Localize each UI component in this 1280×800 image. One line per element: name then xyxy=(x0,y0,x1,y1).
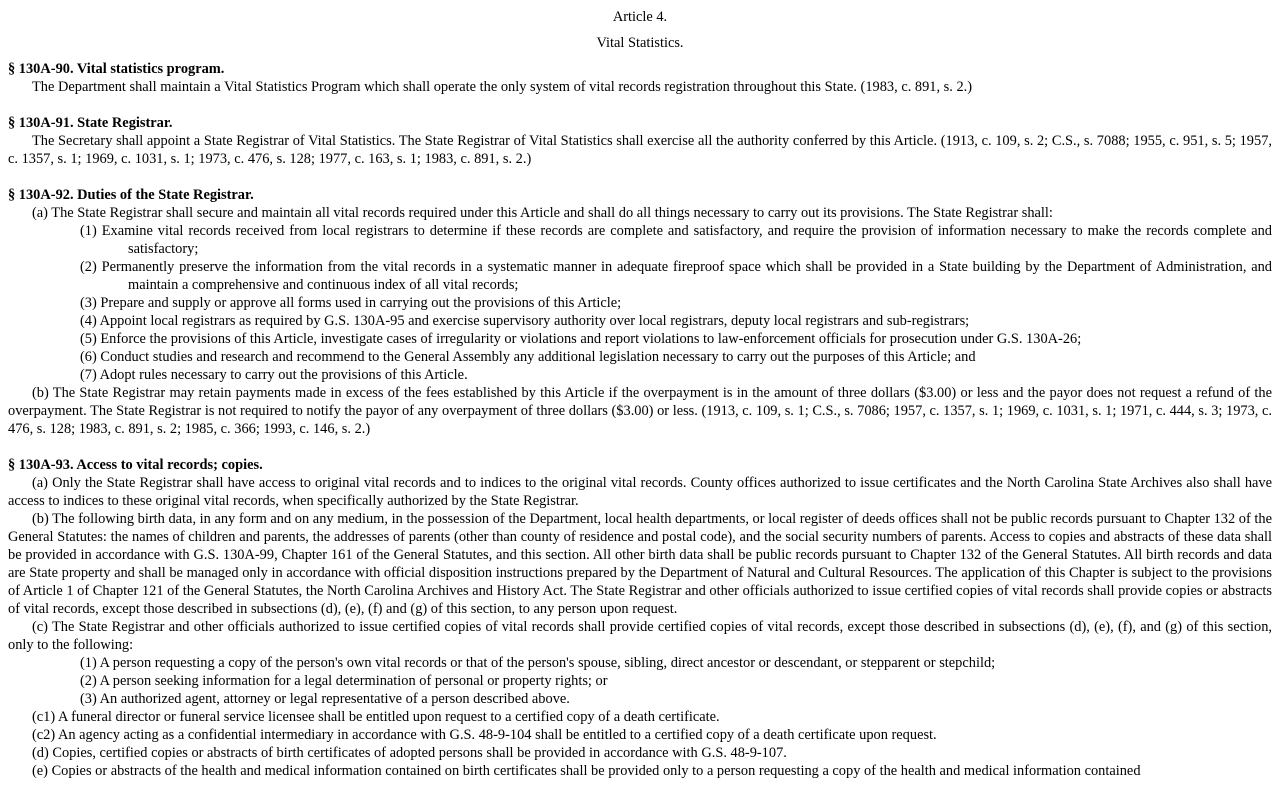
section-paragraph-b: (b) The State Registrar may retain payments made in excess of the fees established by this Article if the overpayment is in the amount of three dollars ($3.00) or less and the payor does not request a refund of the overpayment. The State Registrar is not required to notify the payor of any overpayment of three dollars ($3.00) or less. (1913, c. 109, s. 1; C.S., s. 7086; 1957, c. 1357, s. 1; 1969, c. 1031, s. 1; 1971, c. 444, s. 3; 1973, c. 476, s. 128; 1983, c. 891, s. 2; 1985, c. 366; 1993, c. 146, s. 2.) xyxy=(8,385,1272,437)
section-paragraph-a: (a) The State Registrar shall secure and maintain all vital records required under this Article and shall do all things necessary to carry out its provisions. The State Registrar shall: xyxy=(32,205,1053,221)
article-title: Vital Statistics. xyxy=(596,35,684,51)
list-item: (7) Adopt rules necessary to carry out the provisions of this Article. xyxy=(80,367,468,383)
section-paragraph-a: (a) Only the State Registrar shall have access to original vital records and to indices to the original vital records. County offices authorized to issue certificates and the North Carolina State Archives also shall have access to indices to these original vital records, when specifically authorized by the State Registrar. xyxy=(8,475,1272,509)
section-paragraph-d: (d) Copies, certified copies or abstracts of birth certificates of adopted persons shall be provided in accordance with G.S. 48-9-107. xyxy=(32,745,787,761)
section-130a-91 xyxy=(8,114,1272,168)
section-130a-92 xyxy=(8,186,1272,438)
section-heading: § 130A-90. Vital statistics program. xyxy=(8,61,225,77)
list-item: (3) Prepare and supply or approve all forms used in carrying out the provisions of this Article; xyxy=(80,295,622,311)
section-paragraph: The Secretary shall appoint a State Registrar of Vital Statistics. The State Registrar of Vital Statistics shall exercise all the authority conferred by this Article. (1913, c. 109, s. 2; C.S., s. 7088; 1955, c. 951, s. 5; 1957, c. 1357, s. 1; 1969, c. 1031, s. 1; 1973, c. 476, s. 128; 1977, c. 163, s. 1; 1983, c. 891, s. 2.) xyxy=(8,133,1272,167)
section-130a-90 xyxy=(8,60,1272,96)
section-heading: § 130A-91. State Registrar. xyxy=(8,115,173,131)
article-number: Article 4. xyxy=(612,9,668,25)
list-item: (1) A person requesting a copy of the person's own vital records or that of the person's spouse, sibling, direct ancestor or descendant, or stepparent or stepchild; xyxy=(80,655,996,671)
section-paragraph-c: (c) The State Registrar and other officials authorized to issue certified copies of vital records shall provide certified copies of vital records, except those described in subsections (d), (e), (f), and (g) of this section, only to the following: xyxy=(8,619,1272,653)
section-paragraph-e: (e) Copies or abstracts of the health and medical information contained on birth certificates shall be provided only to a person requesting a copy of the health and medical information contained xyxy=(32,763,1141,779)
section-paragraph-c1: (c1) A funeral director or funeral service licensee shall be entitled upon request to a certified copy of a death certificate. xyxy=(32,709,720,725)
list-item: (2) Permanently preserve the information from the vital records in a systematic manner in adequate fireproof space which shall be provided in a State building by the Department of Administration, and maintain a comprehensive and continuous index of all vital records; xyxy=(80,259,1272,293)
list-item: (5) Enforce the provisions of this Article, investigate cases of irregularity or violations and report violations to law-enforcement officials for prosecution under G.S. 130A-26; xyxy=(80,331,1082,347)
list-item: (6) Conduct studies and research and recommend to the General Assembly any additional legislation necessary to carry out the purposes of this Article; and xyxy=(80,349,976,365)
list-item: (1) Examine vital records received from local registrars to determine if these records are complete and satisfactory, and require the provision of information necessary to make the records complete and satisfactory; xyxy=(80,223,1272,257)
list-item: (2) A person seeking information for a legal determination of personal or property rights; or xyxy=(80,673,608,689)
section-heading: § 130A-92. Duties of the State Registrar. xyxy=(8,187,254,203)
section-paragraph-b: (b) The following birth data, in any form and on any medium, in the possession of the Department, local health departments, or local register of deeds offices shall not be public records pursuant to Chapter 132 of the General Statutes: the names of children and parents, the addresses of parents (other than county of residence and postal code), and the social security numbers of parents. Access to copies and abstracts of these data shall be provided in accordance with G.S. 130A-99, Chapter 161 of the General Statutes, and this section. All other birth data shall be public records pursuant to Chapter 132 of the General Statutes. All birth records and data are State property and shall be managed only in accordance with official disposition instructions prepared by the Department of Natural and Cultural Resources. The application of this Chapter is subject to the provisions of Article 1 of Chapter 121 of the General Statutes, the North Carolina Archives and History Act. The State Registrar and other officials authorized to issue certified copies of vital records shall provide copies or abstracts of vital records, except those described in subsections (d), (e), (f) and (g) of this section, to any person upon request. xyxy=(8,511,1272,617)
section-paragraph-c2: (c2) An agency acting as a confidential intermediary in accordance with G.S. 48-9-104 shall be entitled to a certified copy of a death certificate upon request. xyxy=(32,727,937,743)
section-paragraph: The Department shall maintain a Vital Statistics Program which shall operate the only system of vital records registration throughout this State. (1983, c. 891, s. 2.) xyxy=(32,79,973,95)
list-item: (4) Appoint local registrars as required by G.S. 130A-95 and exercise supervisory authority over local registrars, deputy local registrars and sub-registrars; xyxy=(80,313,970,329)
section-heading: § 130A-93. Access to vital records; copies. xyxy=(8,457,263,473)
section-130a-93 xyxy=(8,456,1272,780)
list-item: (3) An authorized agent, attorney or legal representative of a person described above. xyxy=(80,691,570,707)
